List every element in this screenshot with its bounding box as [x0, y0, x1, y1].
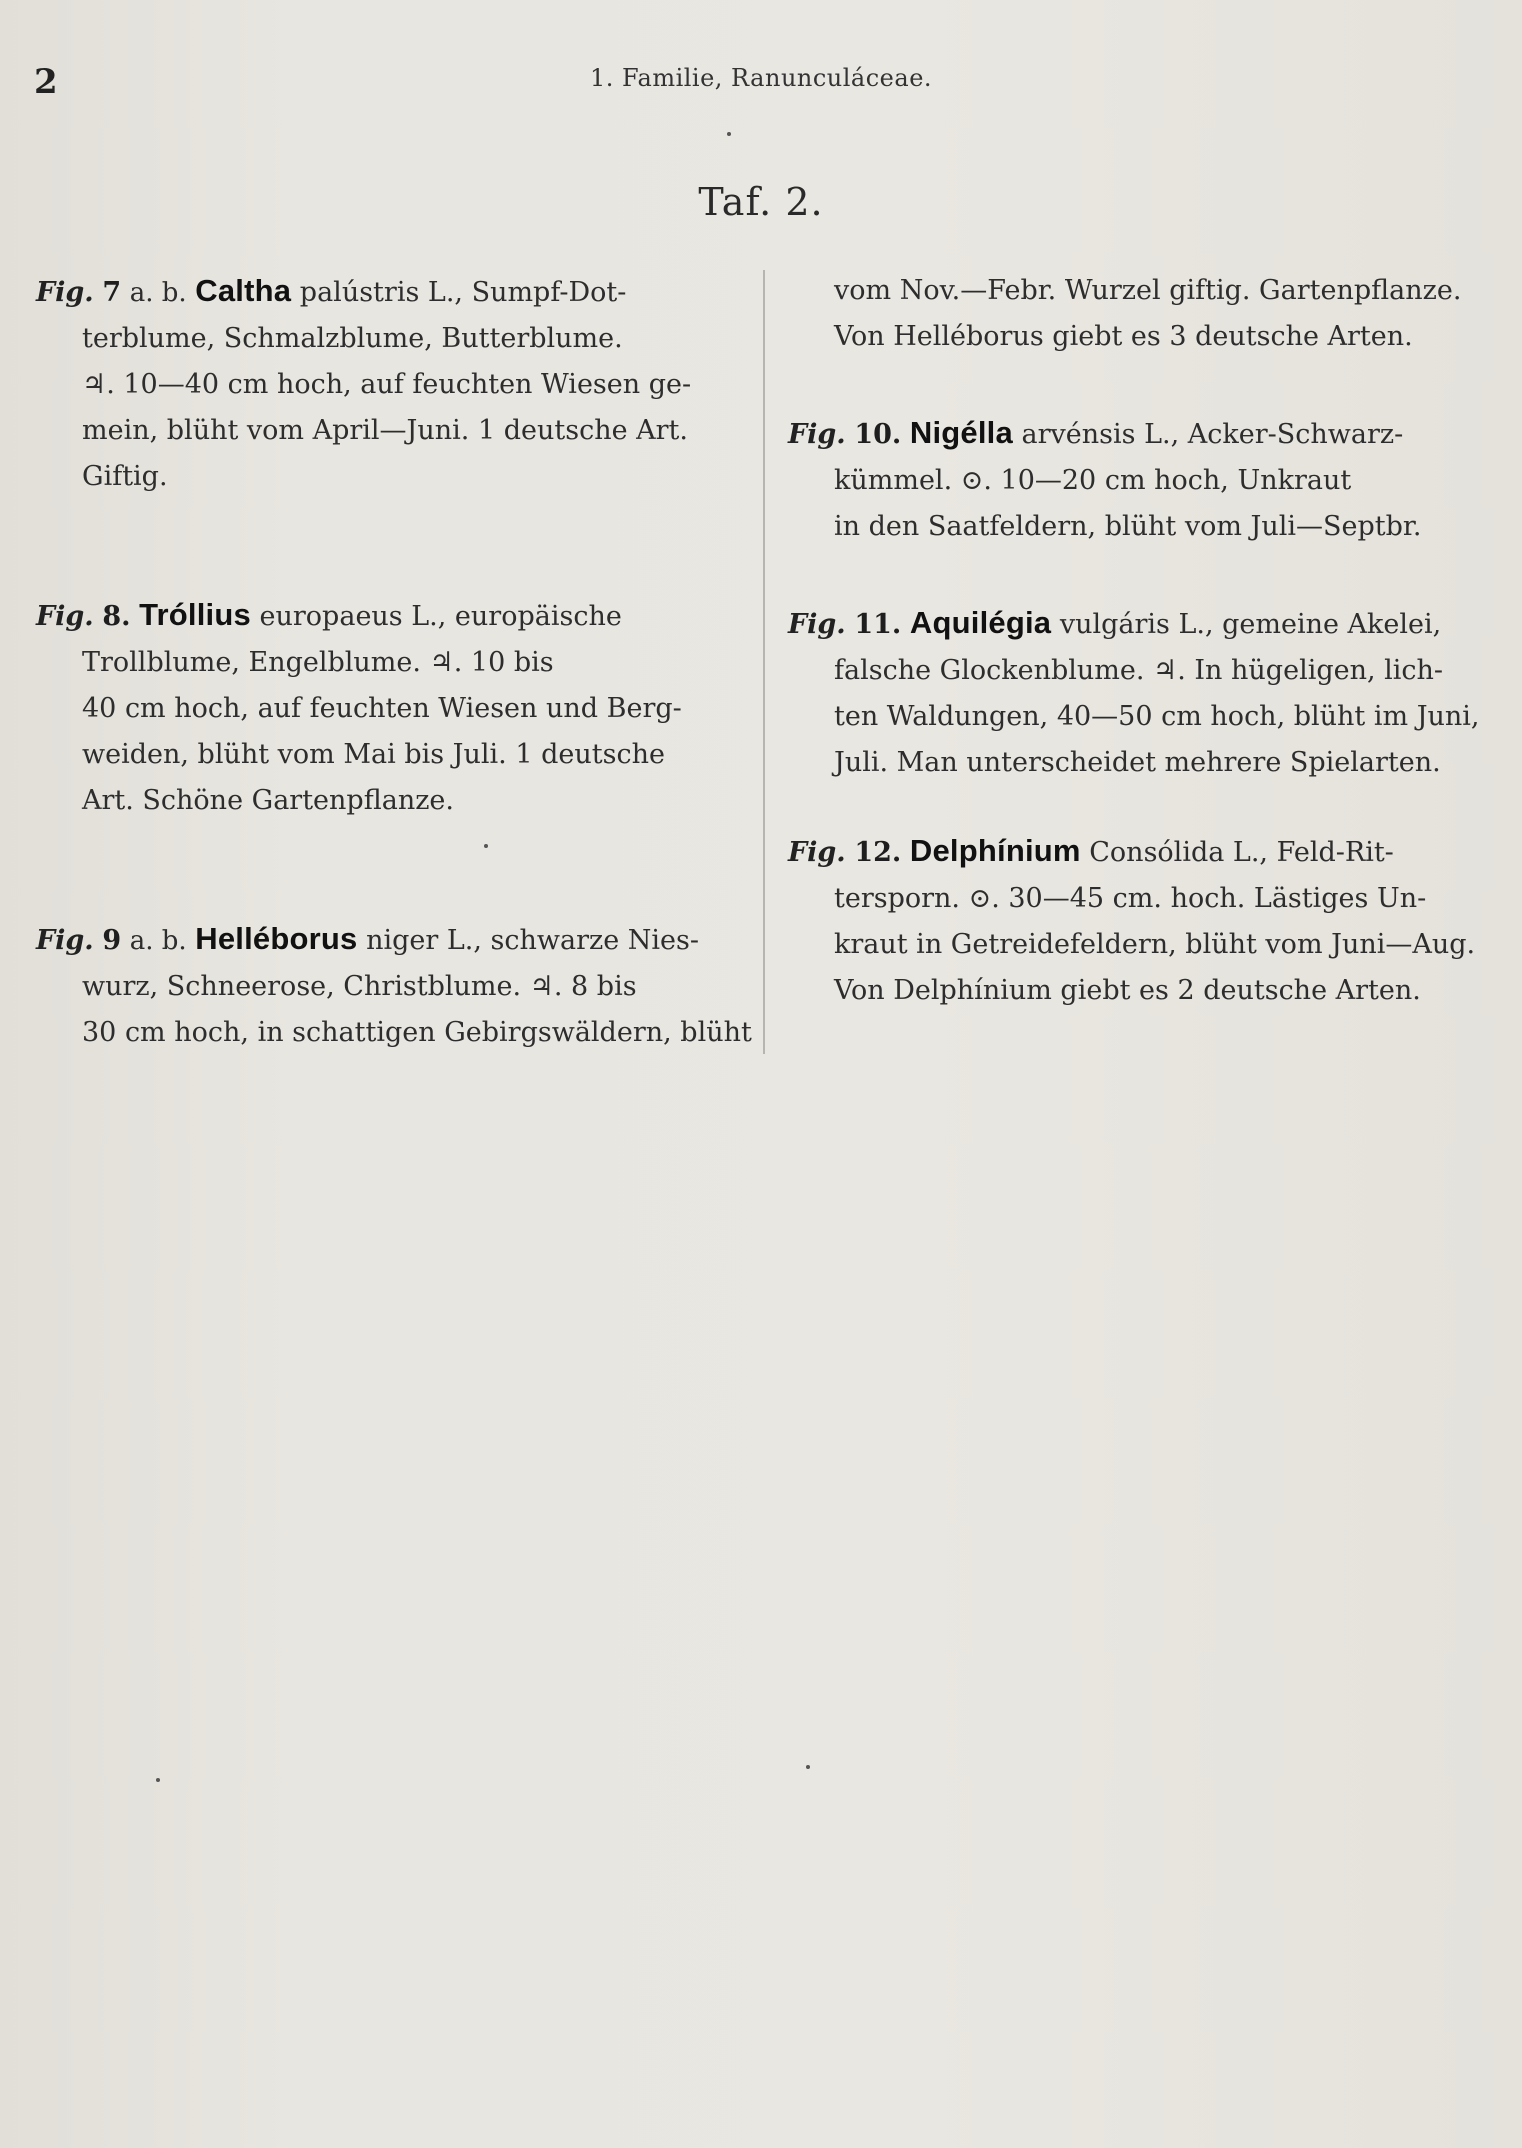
entry-spacer — [788, 550, 1493, 600]
entry-line: 30 cm hoch, in schattigen Gebirgswäldern, blüht — [82, 1017, 752, 1048]
entry-line: weiden, blüht vom Mai bis Juli. 1 deutsche — [82, 739, 665, 770]
entry-first-line — [788, 828, 1493, 876]
entry-text: vulgáris L., gemeine Akelei, — [1059, 609, 1442, 640]
entry-text: niger L., schwarze Nies- — [366, 925, 700, 956]
fig-suffix: a. b. — [129, 278, 187, 308]
entry-continuation — [788, 268, 1493, 360]
fig-label: Fig. — [36, 277, 94, 308]
fig-suffix: a. b. — [129, 926, 187, 956]
print-speck — [484, 844, 488, 848]
entry-line: vom Nov.—Febr. Wurzel giftig. Gartenpflanze. — [834, 275, 1462, 306]
entry-fig-7 — [36, 268, 746, 500]
entry-line: kümmel. ⊙. 10—20 cm hoch, Unkraut — [834, 465, 1352, 496]
entry-line: kraut in Getreidefeldern, blüht vom Juni—Aug. — [834, 929, 1476, 960]
fig-label: Fig. — [788, 419, 846, 450]
entry-first-line — [788, 600, 1493, 648]
entry-spacer — [788, 786, 1493, 828]
entry-line: mein, blüht vom April—Juni. 1 deutsche Art. — [82, 415, 688, 446]
fig-number: 12. — [854, 837, 902, 868]
print-speck — [806, 1765, 810, 1769]
entry-line: terblume, Schmalzblume, Butterblume. — [82, 323, 623, 354]
entry-first-line — [36, 592, 746, 640]
entry-line: tersporn. ⊙. 30—45 cm. hoch. Lästiges Un- — [834, 883, 1427, 914]
plate-title: Taf. 2. — [698, 180, 824, 224]
fig-number: 8. — [102, 601, 131, 632]
entry-first-line — [36, 916, 746, 964]
entry-text: Consólida L., Feld-Rit- — [1089, 837, 1394, 868]
column-divider — [763, 270, 765, 1054]
genus-name: Helléborus — [195, 921, 358, 956]
entry-line: Von Helléborus giebt es 3 deutsche Arten. — [834, 321, 1413, 352]
fig-label: Fig. — [36, 601, 94, 632]
entry-line: ten Waldungen, 40—50 cm hoch, blüht im Juni, — [834, 701, 1480, 732]
entry-fig-11 — [788, 600, 1493, 786]
entry-fig-9 — [36, 916, 752, 1056]
genus-name: Caltha — [195, 273, 292, 308]
entry-spacer — [36, 500, 746, 592]
fig-label: Fig. — [788, 609, 846, 640]
entry-first-line — [36, 268, 746, 316]
genus-name: Nigélla — [909, 415, 1013, 450]
entry-text: palústris L., Sumpf-Dot- — [299, 277, 627, 308]
entry-line: Giftig. — [82, 461, 168, 492]
entry-line: falsche Glockenblume. ♃. In hügeligen, lich- — [834, 655, 1444, 686]
page-number: 2 — [34, 62, 58, 102]
entry-spacer — [788, 360, 1493, 410]
fig-label: Fig. — [788, 837, 846, 868]
entry-line: ♃. 10—40 cm hoch, auf feuchten Wiesen ge- — [82, 369, 692, 400]
fig-number: 10. — [854, 419, 902, 450]
entry-text: arvénsis L., Acker-Schwarz- — [1021, 419, 1404, 450]
genus-name: Delphínium — [909, 833, 1081, 868]
fig-number: 9 — [102, 925, 122, 956]
right-column — [788, 268, 1493, 1014]
entry-fig-12 — [788, 828, 1493, 1014]
fig-label: Fig. — [36, 925, 94, 956]
genus-name: Tróllius — [139, 597, 251, 632]
entry-line: wurz, Schneerose, Christblume. ♃. 8 bis — [82, 971, 637, 1002]
entry-line: Trollblume, Engelblume. ♃. 10 bis — [82, 647, 554, 678]
fig-number: 11. — [854, 609, 902, 640]
entry-fig-10 — [788, 410, 1493, 550]
print-speck — [156, 1778, 160, 1782]
running-head: 1. Familie, Ranunculáceae. — [589, 64, 933, 92]
entry-fig-8 — [36, 592, 746, 824]
entry-line: Von Delphínium giebt es 2 deutsche Arten. — [834, 975, 1421, 1006]
fig-number: 7 — [102, 277, 122, 308]
entry-spacer — [36, 824, 746, 916]
entry-line: Juli. Man unterscheidet mehrere Spielarten. — [834, 747, 1441, 778]
left-column — [36, 268, 752, 1056]
print-speck — [727, 132, 731, 136]
entry-text: europaeus L., europäische — [259, 601, 622, 632]
genus-name: Aquilégia — [909, 605, 1052, 640]
entry-first-line — [788, 410, 1493, 458]
entry-line: in den Saatfeldern, blüht vom Juli—Septbr. — [834, 511, 1422, 542]
entry-line: Art. Schöne Gartenpflanze. — [82, 785, 454, 816]
entry-line: 40 cm hoch, auf feuchten Wiesen und Berg- — [82, 693, 682, 724]
